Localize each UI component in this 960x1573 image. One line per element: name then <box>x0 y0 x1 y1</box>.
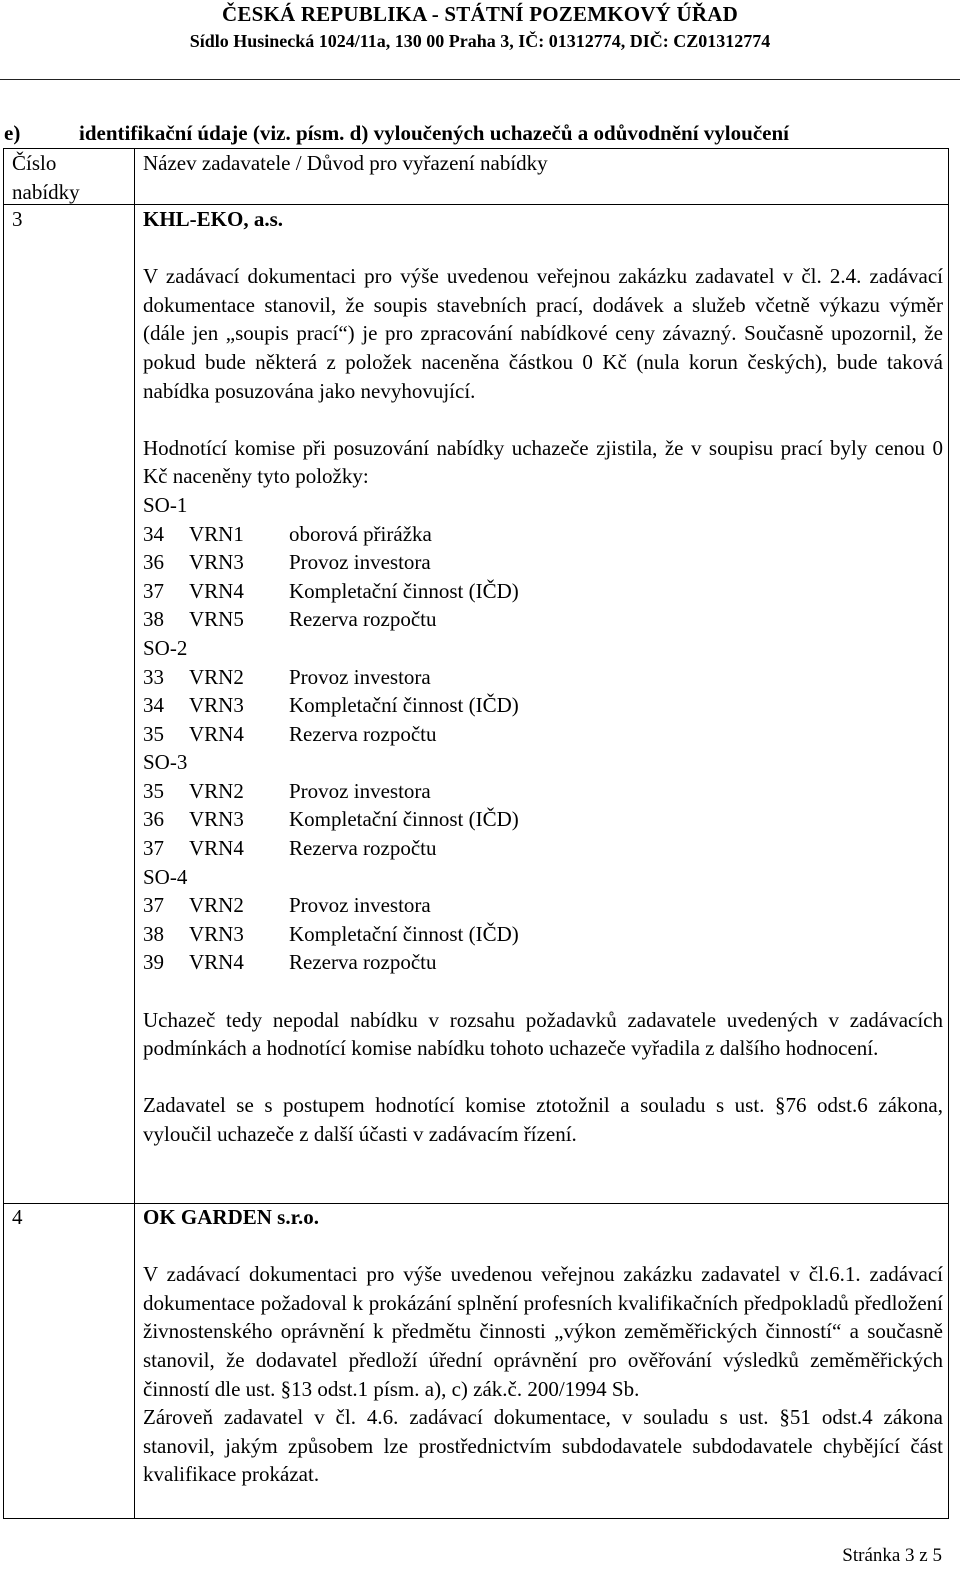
item-name: Rezerva rozpočtu <box>289 950 437 975</box>
item-number: 34 <box>143 521 164 546</box>
item-group <box>143 748 943 862</box>
list-item <box>143 777 943 806</box>
so-label: SO-4 <box>143 864 188 889</box>
item-name: Kompletační činnost (IČD) <box>289 807 519 832</box>
section-title-text: identifikační údaje (viz. písm. d) vyloučených uchazečů a odůvodnění vyloučení <box>79 121 789 145</box>
item-number: 39 <box>143 950 164 975</box>
organization-name: ČESKÁ REPUBLIKA - STÁTNÍ POZEMKOVÝ ÚŘAD <box>222 2 738 26</box>
col-header-name: Název zadavatele / Důvod pro vyřazení nabídky <box>143 151 548 175</box>
item-code: VRN3 <box>189 693 244 718</box>
paragraph: Zadavatel se s postupem hodnotící komise ztotožnil a souladu s ust. §76 odst.6 zákona, vyloučil uchazeče z další účasti v zadávacím řízení. <box>143 1093 943 1146</box>
bidder-name: KHL-EKO, a.s. <box>143 207 284 231</box>
list-item <box>143 663 943 692</box>
list-item <box>143 834 943 863</box>
item-name: Rezerva rozpočtu <box>289 607 437 632</box>
page-number: Stránka 3 z 5 <box>842 1545 942 1566</box>
table-border-left <box>3 148 4 1519</box>
item-number: 38 <box>143 607 164 632</box>
item-number: 35 <box>143 721 164 746</box>
item-name: Kompletační činnost (IČD) <box>289 921 519 946</box>
bidder-name: OK GARDEN s.r.o. <box>143 1205 319 1229</box>
list-item <box>143 891 943 920</box>
col-header-number <box>12 149 127 206</box>
paragraph: Zároveň zadavatel v čl. 4.6. zadávací dokumentace, v souladu s ust. §51 odst.4 zákona stanovil, jakým způsobem lze prostřednictvím subdodavatele subdodavatele chybějící část kvalifikace prokázat. <box>143 1405 943 1487</box>
list-item <box>143 920 943 949</box>
item-code: VRN2 <box>189 664 244 689</box>
item-name: oborová přirážka <box>289 521 432 546</box>
item-code: VRN3 <box>189 807 244 832</box>
item-number: 34 <box>143 693 164 718</box>
item-code: VRN2 <box>189 778 244 803</box>
item-name: Provoz investora <box>289 550 431 575</box>
list-item <box>143 577 943 606</box>
table-border-right <box>948 148 949 1519</box>
item-number: 35 <box>143 778 164 803</box>
paragraph: V zadávací dokumentaci pro výše uvedenou veřejnou zakázku zadavatel v čl.6.1. zadávací dokumentace požadoval k prokázání splnění profesních kvalifikačních předpokladů předložení živnostenského oprávnění k předmětu činnosti „výkon zeměměřických činností“ a současně stanovil, že dodavatel předloží úřední oprávnění pro ověřování výsledků zeměměřických činností dle ust. §13 odst.1 písm. a), c) zák.č. 200/1994 Sb. <box>143 1262 943 1401</box>
item-name: Provoz investora <box>289 778 431 803</box>
item-name: Provoz investora <box>289 664 431 689</box>
item-number: 37 <box>143 893 164 918</box>
item-group <box>143 863 943 977</box>
item-code: VRN4 <box>189 721 244 746</box>
item-group <box>143 491 943 634</box>
item-code: VRN2 <box>189 893 244 918</box>
so-label: SO-1 <box>143 492 188 517</box>
list-item <box>143 548 943 577</box>
list-item <box>143 520 943 549</box>
item-code: VRN4 <box>189 578 244 603</box>
so-label: SO-3 <box>143 750 188 775</box>
list-item <box>143 691 943 720</box>
item-code: VRN4 <box>189 836 244 861</box>
table-border-bottom <box>3 1518 949 1519</box>
item-name: Kompletační činnost (IČD) <box>289 693 519 718</box>
item-number: 38 <box>143 921 164 946</box>
list-item <box>143 605 943 634</box>
list-item <box>143 720 943 749</box>
paragraph: Uchazeč tedy nepodal nabídku v rozsahu požadavků zadavatele uvedených v zadávacích podmínkách a hodnotící komise nabídku tohoto uchazeče vyřadila z dalšího hodnocení. <box>143 1007 943 1061</box>
item-code: VRN3 <box>189 550 244 575</box>
item-name: Kompletační činnost (IČD) <box>289 578 519 603</box>
row-number: 3 <box>12 207 23 231</box>
item-number: 37 <box>143 836 164 861</box>
item-code: VRN3 <box>189 921 244 946</box>
item-number: 36 <box>143 550 164 575</box>
header-divider <box>0 79 960 80</box>
list-item <box>143 948 943 977</box>
item-number: 36 <box>143 807 164 832</box>
list-item <box>143 805 943 834</box>
so-label: SO-2 <box>143 635 188 660</box>
row-content <box>143 205 943 1149</box>
item-group <box>143 634 943 748</box>
section-letter: e) <box>4 121 21 145</box>
item-name: Provoz investora <box>289 893 431 918</box>
paragraph: Hodnotící komise při posuzování nabídky uchazeče zjistila, že v soupisu prací byly cenou 0 Kč naceněny tyto položky: <box>143 435 943 489</box>
table-column-divider <box>134 148 135 1519</box>
organization-address: Sídlo Husinecká 1024/11a, 130 00 Praha 3, IČ: 01312774, DIČ: CZ01312774 <box>189 31 771 51</box>
item-code: VRN4 <box>189 950 244 975</box>
item-name: Rezerva rozpočtu <box>289 836 437 861</box>
item-code: VRN5 <box>189 607 244 632</box>
item-number: 37 <box>143 578 164 603</box>
item-number: 33 <box>143 664 164 689</box>
col-header-number-line2: nabídky <box>12 179 80 204</box>
item-name: Rezerva rozpočtu <box>289 721 437 746</box>
row-content <box>143 1203 943 1489</box>
paragraph: V zadávací dokumentaci pro výše uvedenou veřejnou zakázku zadavatel v čl. 2.4. zadávací dokumentace stanovil, že soupis stavebních prací, dodávek a služeb včetně výkazu výměr (dále jen „soupis prací“) je pro zpracování nabídkové ceny závazný. Současně upozornil, že pokud bude některá z položek naceněna částkou 0 Kč (nula korun českých), bude taková nabídka posuzována jako nevyhovující. <box>143 264 943 403</box>
col-header-number-line1: Číslo <box>12 151 57 175</box>
item-code: VRN1 <box>189 521 244 546</box>
row-number: 4 <box>12 1205 23 1229</box>
